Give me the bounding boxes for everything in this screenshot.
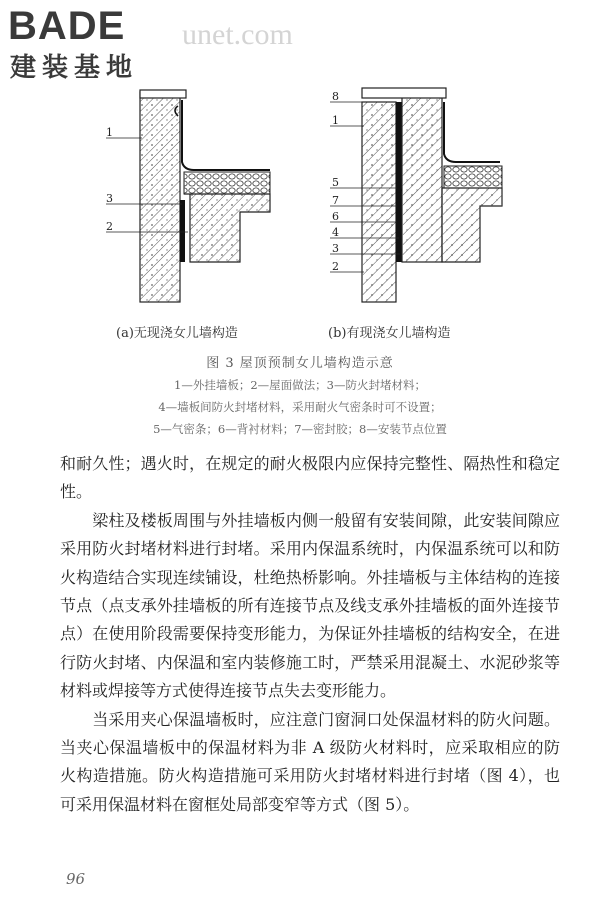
detail-a-label-1: 1	[106, 126, 113, 139]
figure-title: 图 3 屋顶预制女儿墙构造示意	[206, 356, 394, 371]
logo	[6, 4, 176, 90]
parapet-detail-figure	[100, 82, 520, 332]
sub-caption-b: (b)有现浇女儿墙构造	[328, 326, 451, 341]
detail-b-coping	[362, 88, 446, 98]
body-text	[60, 450, 560, 819]
figure-legend-line-1: 1—外挂墙板；2—屋面做法；3—防火封堵材料；	[174, 378, 426, 392]
detail-b-label-1: 1	[332, 114, 339, 127]
paragraph-1: 和耐久性；遇火时，在规定的耐火极限内应保持完整性、隔热性和稳定性。	[60, 454, 560, 502]
paragraph-3: 当采用夹心保温墙板时，应注意门窗洞口处保温材料的防火问题。当夹心保温墙板中的保温材料为非 A 级防火材料时，应采取相应的防火构造措施。防火构造措施可采用防火封堵材料进行封堵（图 4），也可采用保温材料在窗框处局部变窄等方式（图 5）。	[60, 709, 560, 814]
logo-wordmark: BADE	[8, 4, 126, 48]
detail-a-coping	[140, 90, 186, 98]
watermark: unet.com	[182, 18, 293, 51]
detail-a-fire-stop	[180, 200, 185, 262]
detail-b-label-2: 2	[332, 260, 339, 273]
detail-a-insulation	[184, 172, 270, 194]
figure-legend-line-3: 5—气密条；6—背衬材料；7—密封胶；8—安装节点位置	[153, 422, 447, 436]
page-number: 96	[66, 870, 86, 888]
detail-a-drawing	[106, 90, 270, 302]
logo-subtitle: 建装基地	[10, 53, 139, 83]
detail-b-label-4: 4	[332, 226, 339, 239]
figure-legend-line-2: 4—墙板间防火封堵材料，采用耐火气密条时可不设置；	[158, 400, 442, 414]
paragraph-2: 梁柱及楼板周围与外挂墙板内侧一般留有安装间隙，此安装间隙应采用防火封堵材料进行封堵。采用内保温系统时，内保温系统可以和防火构造结合实现连续铺设，杜绝热桥影响。外挂墙板与主体结构的连接节点（点支承外挂墙板的所有连接节点及线支承外挂墙板的面外连接节点）在使用阶段需要保持变形能力，为保证外挂墙板的结构安全，在进行防火封堵、内保温和室内装修施工时，严禁采用混凝土、水泥砂浆等材料或焊接等方式使得连接节点失去变形能力。	[60, 510, 560, 701]
detail-b-label-8: 8	[332, 90, 339, 103]
detail-b-label-3: 3	[332, 242, 339, 255]
detail-b-insulation	[444, 166, 502, 188]
detail-a-label-2: 2	[106, 220, 113, 233]
detail-b-drawing	[330, 88, 502, 302]
detail-a-label-3: 3	[106, 192, 113, 205]
detail-b-label-5: 5	[332, 176, 339, 189]
detail-b-label-7: 7	[332, 194, 339, 207]
detail-b-flashing	[444, 102, 500, 162]
detail-b-label-6: 6	[332, 210, 339, 223]
sub-caption-a: (a)无现浇女儿墙构造	[116, 326, 238, 341]
detail-a-flashing	[182, 100, 270, 170]
